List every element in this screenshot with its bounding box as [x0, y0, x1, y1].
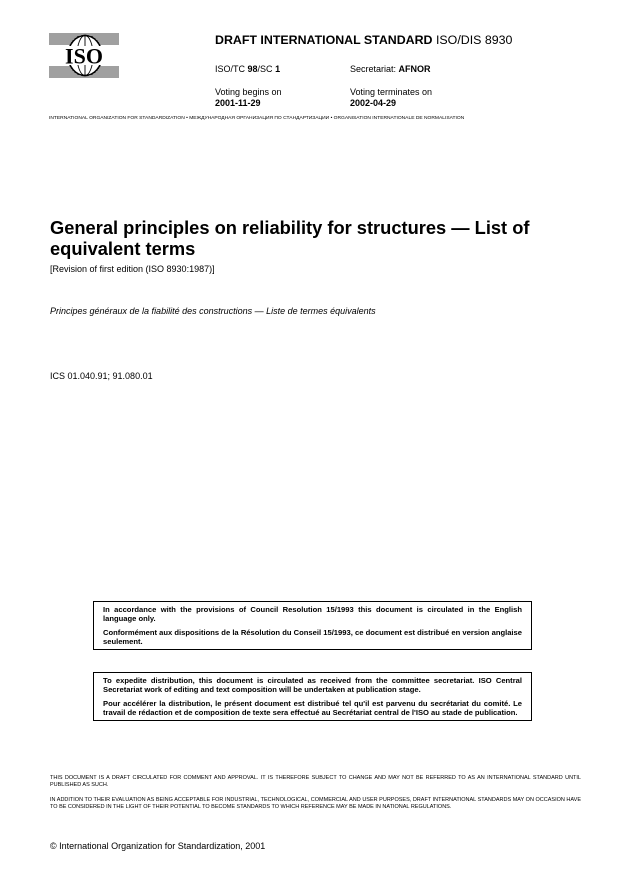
voting-terminates [350, 87, 432, 109]
french-title: Principes généraux de la fiabilité des constructions — Liste de termes équivalents [50, 306, 376, 316]
distribution-notice-french: Pour accélérer la distribution, le présent document est distribué tel qu'il est parvenu du secrétariat du comité. Le travail de rédaction et de composition de texte sera effectué au Secrétariat central de l'ISO au stade de publication. [103, 698, 522, 717]
language-notice-box [93, 601, 532, 650]
draft-disclaimer: THIS DOCUMENT IS A DRAFT CIRCULATED FOR COMMENT AND APPROVAL. IT IS THEREFORE SUBJECT TO CHANGE AND MAY NOT BE REFERRED TO AS AN INTERNATIONAL STANDARD UNTIL PUBLISHED AS SUCH. [50, 775, 581, 788]
secretariat-label: Secretariat: [350, 64, 397, 74]
document-title: General principles on reliability for structures — List of equivalent terms [50, 217, 530, 259]
revision-note: [Revision of first edition (ISO 8930:1987)] [50, 264, 215, 274]
tc-number: 98 [247, 64, 258, 74]
voting-terminates-label: Voting terminates on [350, 87, 433, 97]
sc-prefix: /SC [257, 64, 273, 74]
ics-codes: ICS 01.040.91; 91.080.01 [50, 371, 153, 381]
iso-logo [49, 33, 119, 78]
sc-number: 1 [275, 64, 281, 74]
copyright-notice: © International Organization for Standardization, 2001 [50, 841, 266, 851]
secretariat [350, 64, 431, 75]
tc-prefix: ISO/TC [215, 64, 246, 74]
distribution-notice-box [93, 672, 532, 721]
voting-begins [215, 87, 282, 109]
iso-logo-text: ISO [65, 43, 103, 69]
language-notice-english: In accordance with the provisions of Council Resolution 15/1993 this document is circulated in the English language only. [103, 605, 522, 624]
standard-type: DRAFT INTERNATIONAL STANDARD [215, 33, 433, 47]
organization-line: INTERNATIONAL ORGANIZATION FOR STANDARDIZATION • МЕЖДУНАРОДНАЯ ОРГАНИЗАЦИЯ ПО СТАНДАРТИЗАЦИИ • ORGANISATION INTERNATIONALE DE NORMALISATION [49, 116, 465, 121]
voting-begins-label: Voting begins on [215, 87, 282, 97]
standard-reference: ISO/DIS 8930 [435, 33, 513, 47]
secretariat-value: AFNOR [398, 64, 431, 74]
language-notice-french: Conformément aux dispositions de la Résolution du Conseil 15/1993, ce document est distribué en version anglaise seulement. [103, 627, 522, 646]
voting-terminates-date: 2002-04-29 [350, 98, 397, 108]
standard-heading [215, 33, 512, 47]
distribution-notice-english: To expedite distribution, this document is circulated as received from the committee secretariat. ISO Central Secretariat work of editing and text composition will be undertaken at publication stage. [103, 676, 522, 695]
regulation-disclaimer: IN ADDITION TO THEIR EVALUATION AS BEING ACCEPTABLE FOR INDUSTRIAL, TECHNOLOGICAL, COMMERCIAL AND USER PURPOSES, DRAFT INTERNATIONAL STANDARDS MAY ON OCCASION HAVE TO BE CONSIDERED IN THE LIGHT OF THEIR POTENTIAL TO BECOME STANDARDS TO WHICH REFERENCE MAY BE MADE IN NATIONAL REGULATIONS. [50, 797, 581, 810]
voting-begins-date: 2001-11-29 [215, 98, 261, 108]
committee-reference [215, 64, 280, 75]
